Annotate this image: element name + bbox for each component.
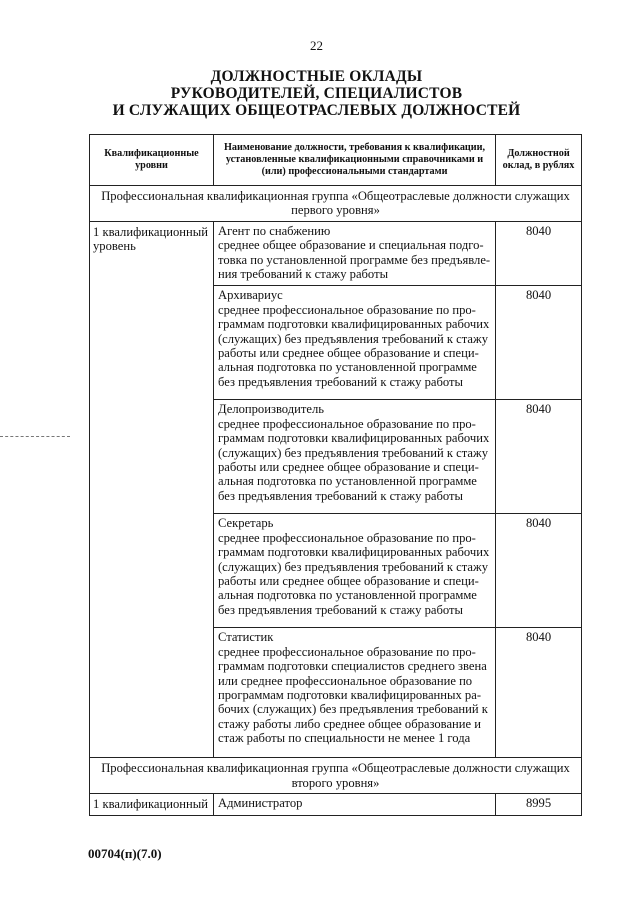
scan-artifact: [0, 436, 70, 437]
group-row-first-level: [90, 186, 582, 222]
position-requirements: среднее профессиональное образование по про- граммам подготовки квалифицированных рабочих (служащих) без предъявления требований к стажу работы или среднее общее образование и специ- альная подготовка по установленной программе без предъявления требований к стажу работы: [217, 302, 490, 389]
position-requirements: среднее профессиональное образование по про- граммам подготовки специалистов среднего звена или среднее профессиональное образование по программам подготовки квалифицированных ра- бочих (служащих) без предъявления требований к стажу работы либо среднее общее образование и стаж работы по специальности не менее 1 года: [217, 644, 488, 746]
salary-value: 8040: [496, 400, 582, 514]
table-row: [90, 221, 582, 286]
title-line-2: РУКОВОДИТЕЛЕЙ, СПЕЦИАЛИСТОВ: [170, 85, 463, 102]
position-name: Архивариус: [217, 288, 283, 303]
document-code: 00704(п)(7.0): [88, 846, 162, 861]
header-levels: Квалификационные уровни: [90, 135, 214, 186]
position-name: Делопроизводитель: [217, 402, 325, 417]
position-cell: [213, 286, 495, 400]
title-line-1: ДОЛЖНОСТНЫЕ ОКЛАДЫ: [210, 68, 423, 85]
position-cell: [213, 400, 495, 514]
qualification-level-cell: 1 квалификационный: [90, 794, 214, 815]
group-title-first-level: Профессиональная квалификационная группа «Общеотраслевые должности служащих первого уровня»: [90, 186, 582, 222]
table-row: [90, 794, 582, 815]
salary-value: 8040: [496, 514, 582, 628]
salary-value: 8040: [496, 628, 582, 758]
salary-value: 8040: [496, 286, 582, 400]
page-number: 22: [310, 38, 323, 53]
salary-value: 8995: [496, 794, 582, 815]
position-cell: [213, 221, 495, 286]
salary-table: [89, 134, 582, 816]
position-requirements: среднее профессиональное образование по про- граммам подготовки квалифицированных рабочих (служащих) без предъявления требований к стажу работы или среднее общее образование и специ- альная подготовка по установленной программе без предъявления требований к стажу работы: [217, 416, 490, 503]
salary-value: 8040: [496, 221, 582, 286]
position-name: Администратор: [217, 796, 303, 811]
header-salary: Должностной оклад, в рублях: [496, 135, 582, 186]
header-position: Наименование должности, требования к квалификации, установленные квалификационными справочниками и (или) профессиональными стандартами: [213, 135, 495, 186]
group-row-second-level: [90, 758, 582, 794]
document-title: [0, 68, 633, 119]
position-name: Агент по снабжению: [217, 223, 331, 238]
position-cell: [213, 628, 495, 758]
position-requirements: среднее профессиональное образование по про- граммам подготовки квалифицированных рабочих (служащих) без предъявления требований к стажу работы или среднее общее образование и специ- альная подготовка по установленной программе без предъявления требований к стажу работы: [217, 530, 490, 617]
position-requirements: среднее общее образование и специальная подго- товка по установленной программе без предъявле- ния требований к стажу работы: [217, 238, 491, 282]
group-title-second-level: Профессиональная квалификационная группа «Общеотраслевые должности служащих второго уровня»: [90, 758, 582, 794]
table-header-row: [90, 135, 582, 186]
position-name: Секретарь: [217, 516, 274, 531]
title-line-3: И СЛУЖАЩИХ ОБЩЕОТРАСЛЕВЫХ ДОЛЖНОСТЕЙ: [112, 102, 521, 119]
position-cell: [213, 794, 495, 815]
position-name: Статистик: [217, 630, 274, 645]
position-cell: [213, 514, 495, 628]
qualification-level-cell: 1 квалификационный уровень: [90, 221, 214, 758]
